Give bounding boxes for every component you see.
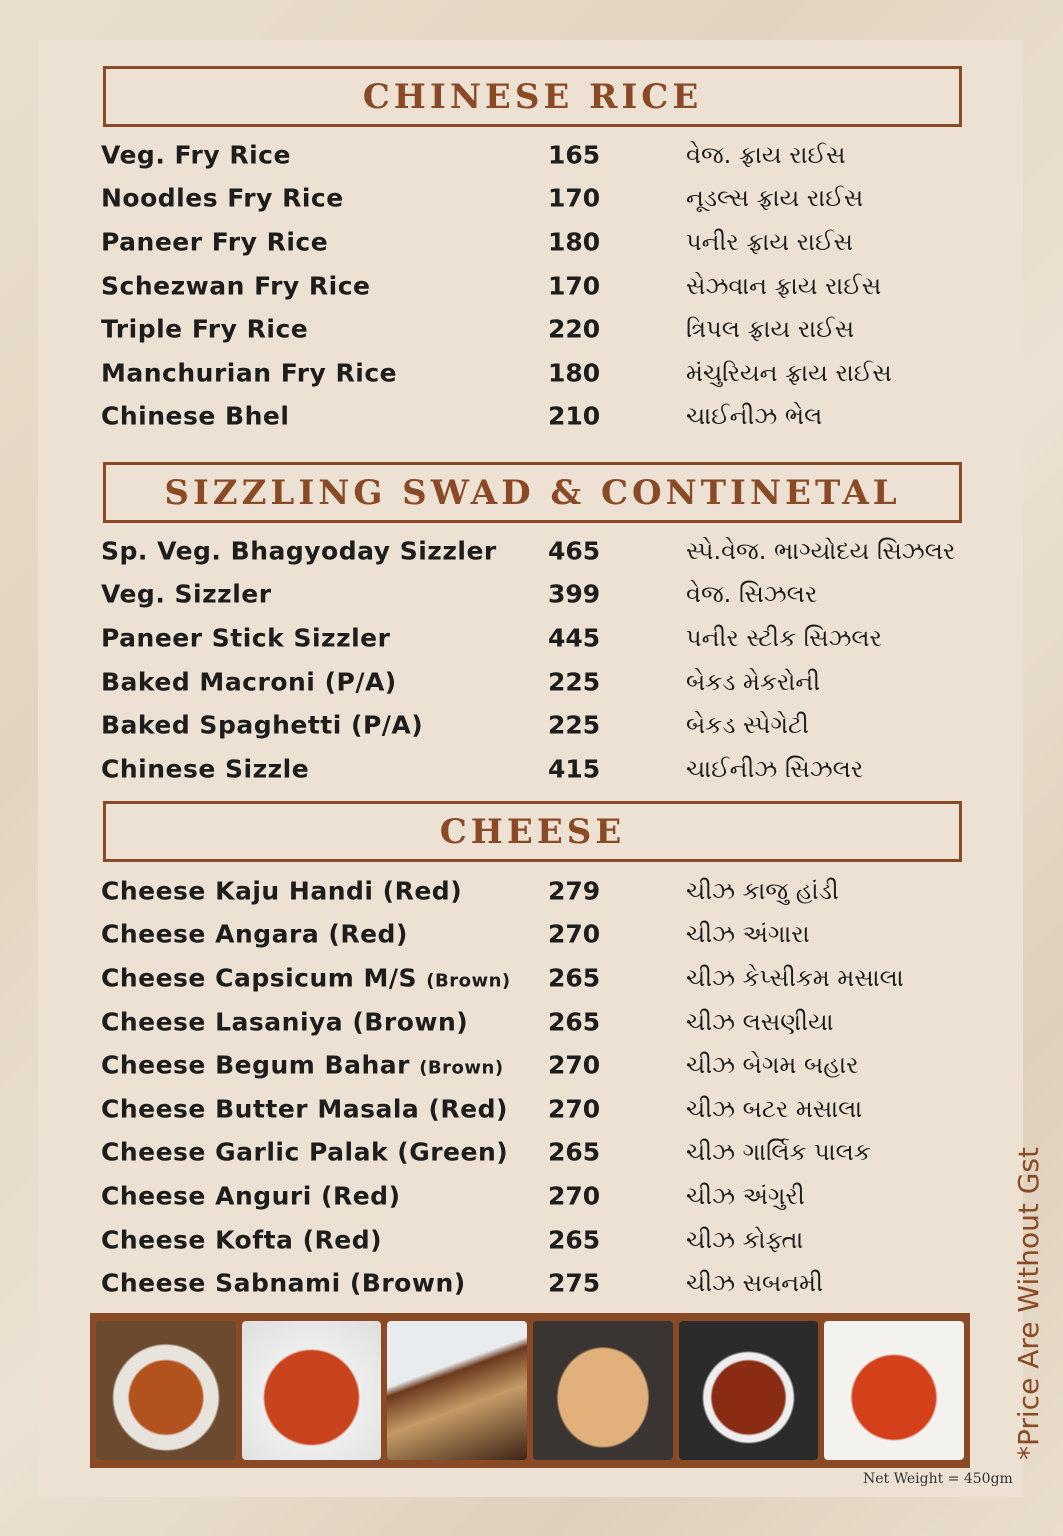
menu-item	[101, 869, 971, 913]
item-name-text: Veg. Fry Rice	[101, 140, 291, 170]
item-gujarati-name: પનીર ફ્રાય રાઈસ	[686, 227, 853, 256]
menu-item	[101, 177, 971, 221]
item-gujarati-name: ચીઝ કાજુ હાંડી	[686, 876, 839, 905]
item-price: 270	[548, 1181, 601, 1211]
item-name	[101, 580, 272, 609]
item-gujarati-name: ચીઝ કેપ્સીકમ મસાલા	[686, 963, 904, 992]
item-name-text: Schezwan Fry Rice	[101, 271, 371, 301]
item-gujarati-name: સેઝવાન ફ્રાય રાઈસ	[686, 271, 882, 300]
item-gujarati-name: નૂડલ્સ ફ્રાય રાઈસ	[686, 184, 864, 213]
menu-item	[101, 1087, 971, 1131]
item-name-text: Paneer Stick Sizzler	[101, 623, 391, 653]
item-name	[101, 140, 291, 169]
item-name-text: Triple Fry Rice	[101, 314, 309, 344]
item-name-text: Cheese Kaju Handi (Red)	[101, 876, 463, 906]
item-name	[101, 1181, 401, 1210]
item-name-text: Baked Spaghetti (P/A)	[101, 710, 424, 740]
menu-item	[101, 264, 971, 308]
item-name-text: Sp. Veg. Bhagyoday Sizzler	[101, 536, 497, 566]
section-header: CHINESE RICE	[103, 66, 962, 127]
item-price: 445	[548, 623, 601, 653]
item-name-text: Cheese Kofta (Red)	[101, 1225, 383, 1255]
menu-item	[101, 351, 971, 395]
item-gujarati-name: સ્પે.વેજ. ભાગ્યોદય સિઝલર	[686, 536, 956, 565]
item-name	[101, 1138, 508, 1167]
item-price: 275	[548, 1268, 601, 1298]
item-gujarati-name: પનીર સ્ટીક સિઝલર	[686, 623, 882, 652]
item-gujarati-name: ચીઝ બટર મસાલા	[686, 1094, 863, 1123]
menu-item	[101, 133, 971, 177]
item-price: 180	[548, 358, 601, 388]
item-name	[101, 963, 511, 992]
item-gujarati-name: મંચુરિયન ફ્રાય રાઈસ	[686, 358, 892, 387]
menu-item	[101, 1043, 971, 1087]
menu-item	[101, 616, 971, 660]
item-gujarati-name: ચીઝ અંગારા	[686, 920, 810, 949]
item-name-text: Cheese Begum Bahar	[101, 1050, 410, 1080]
item-price: 265	[548, 963, 601, 993]
item-price: 415	[548, 754, 601, 784]
item-price: 225	[548, 710, 601, 740]
menu-item	[101, 747, 971, 791]
section-items	[101, 133, 971, 438]
item-price: 270	[548, 1050, 601, 1080]
item-name	[101, 920, 408, 949]
food-photo-manchurian	[679, 1321, 819, 1460]
food-photo-strip	[90, 1313, 970, 1468]
menu-item	[101, 1218, 971, 1262]
item-note: (Brown)	[419, 1057, 504, 1079]
item-name-text: Chinese Sizzle	[101, 754, 310, 784]
item-name-text: Manchurian Fry Rice	[101, 358, 398, 388]
item-name	[101, 711, 423, 740]
section-items	[101, 529, 971, 791]
item-name-text: Cheese Lasaniya (Brown)	[101, 1007, 469, 1037]
item-name-text: Cheese Capsicum M/S	[101, 963, 418, 993]
item-gujarati-name: વેજ. સિઝલર	[686, 580, 818, 609]
menu-item	[101, 703, 971, 747]
item-gujarati-name: ચીઝ અંગુરી	[686, 1181, 805, 1210]
section-header: CHEESE	[103, 801, 962, 862]
food-photo-red-curry	[242, 1321, 382, 1460]
item-name	[101, 536, 497, 565]
menu-item	[101, 1261, 971, 1305]
item-name-text: Cheese Angara (Red)	[101, 919, 408, 949]
item-name-text: Paneer Fry Rice	[101, 227, 329, 257]
food-photo-paneer-dish	[96, 1321, 236, 1460]
item-name	[101, 1269, 466, 1298]
item-price: 225	[548, 667, 601, 697]
food-photo-pizza	[533, 1321, 673, 1460]
item-name	[101, 227, 328, 256]
item-name-text: Cheese Sabnami (Brown)	[101, 1268, 466, 1298]
item-name	[101, 667, 397, 696]
food-photo-sizzler	[387, 1321, 527, 1460]
item-name	[101, 1225, 382, 1254]
item-price: 279	[548, 876, 601, 906]
menu-item	[101, 307, 971, 351]
menu-item	[101, 1131, 971, 1175]
item-note: (Brown)	[426, 970, 511, 992]
item-name	[101, 623, 390, 652]
item-gujarati-name: ચીઝ બેગમ બહાર	[686, 1051, 859, 1080]
menu-item	[101, 956, 971, 1000]
menu-item	[101, 1174, 971, 1218]
menu-item	[101, 395, 971, 439]
item-price: 220	[548, 314, 601, 344]
section-items	[101, 869, 971, 1305]
item-name	[101, 1094, 508, 1123]
item-price: 265	[548, 1225, 601, 1255]
item-gujarati-name: ચાઈનીઝ ભેલ	[686, 402, 823, 431]
food-photo-chilli-paneer	[824, 1321, 964, 1460]
item-name	[101, 876, 462, 905]
item-price: 270	[548, 919, 601, 949]
menu-item	[101, 573, 971, 617]
item-gujarati-name: ચીઝ કોફ્તા	[686, 1225, 804, 1254]
menu-item	[101, 529, 971, 573]
item-gujarati-name: ચીઝ લસણીયા	[686, 1007, 834, 1036]
item-gujarati-name: વેજ. ફ્રાય રાઈસ	[686, 140, 846, 169]
item-name	[101, 402, 289, 431]
item-name	[101, 358, 397, 387]
menu-item	[101, 660, 971, 704]
item-price: 210	[548, 401, 601, 431]
item-name-text: Cheese Garlic Palak (Green)	[101, 1137, 509, 1167]
gst-note: *Price Are Without Gst	[1012, 1147, 1045, 1460]
item-gujarati-name: ચીઝ ગાર્લિક પાલક	[686, 1138, 871, 1167]
item-gujarati-name: બેકડ મેકરોની	[686, 667, 821, 696]
item-gujarati-name: ત્રિપલ ફ્રાય રાઈસ	[686, 315, 855, 344]
menu-item	[101, 220, 971, 264]
item-price: 170	[548, 271, 601, 301]
item-name-text: Noodles Fry Rice	[101, 183, 344, 213]
item-price: 399	[548, 579, 601, 609]
item-gujarati-name: ચીઝ સબનમી	[686, 1269, 823, 1298]
item-name-text: Chinese Bhel	[101, 401, 290, 431]
item-price: 170	[548, 183, 601, 213]
item-name-text: Cheese Butter Masala (Red)	[101, 1094, 508, 1124]
item-price: 165	[548, 140, 601, 170]
item-price: 270	[548, 1094, 601, 1124]
item-gujarati-name: ચાઈનીઝ સિઝલર	[686, 754, 864, 783]
item-price: 465	[548, 536, 601, 566]
item-name-text: Baked Macroni (P/A)	[101, 667, 397, 697]
item-price: 265	[548, 1137, 601, 1167]
menu-item	[101, 1000, 971, 1044]
item-name-text: Cheese Anguri (Red)	[101, 1181, 401, 1211]
item-price: 180	[548, 227, 601, 257]
item-gujarati-name: બેકડ સ્પેગેટી	[686, 711, 809, 740]
item-name	[101, 1007, 468, 1036]
net-weight: Net Weight = 450gm	[863, 1471, 1013, 1487]
item-name	[101, 315, 308, 344]
item-name-text: Veg. Sizzler	[101, 579, 272, 609]
section-header: SIZZLING SWAD & CONTINETAL	[103, 462, 962, 523]
menu-item	[101, 913, 971, 957]
item-name	[101, 1051, 504, 1080]
item-name	[101, 754, 309, 783]
item-name	[101, 271, 371, 300]
item-price: 265	[548, 1007, 601, 1037]
item-name	[101, 184, 344, 213]
